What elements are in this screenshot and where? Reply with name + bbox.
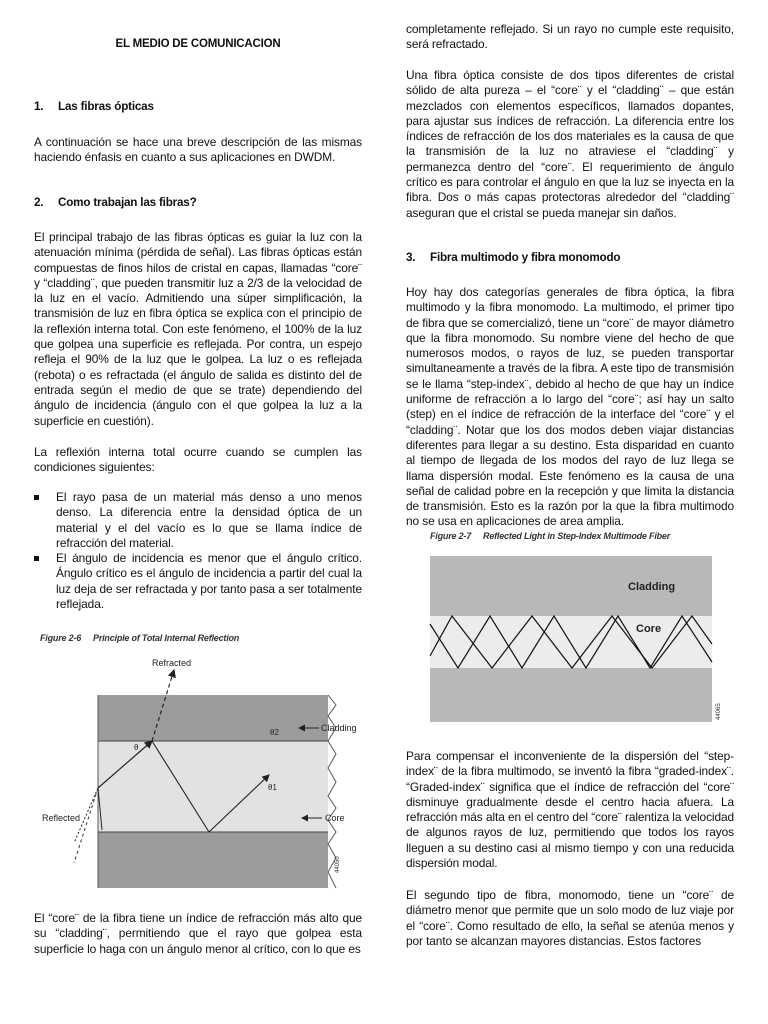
section-1-title: Las fibras ópticas [58, 100, 154, 113]
paragraph-singlemode: El segundo tipo de fibra, monomodo, tiene un “core¨ de diámetro menor que permite que un solo modo de luz viaje por el “core¨. Como resultado de ello, la señal se atenúa menos y por tanto se alcanzan mayores distancias. Estos factores [406, 888, 734, 948]
paragraph-graded-index: Para compensar el inconveniente de la dispersión del “step-index¨ de la fibra multimodo, se inventó la fibra “graded-index¨. “Graded-index¨ significa que el índice de refracción del “core¨ disminuye gradualmente desde el centro hacia afuera. La refracción más alta en el centro del “core¨ ralentiza la velocidad de algunos rayos de luz, permitiendo que todos los rayos lleguen a su destino casi al mismo tiempo y con una reducida dispersión modal. [406, 749, 734, 871]
figure-1-number: Figure 2-6 [40, 633, 82, 643]
section-3-heading [406, 251, 620, 264]
paragraph-reflected-cont: completamente reflejado. Si un rayo no cumple este requisito, será refractado. [406, 22, 734, 52]
list-item-text: El ángulo de incidencia es menor que el ángulo crítico. Ángulo crítico es el ángulo de incidencia a partir del cual la luz deja de ser refractada y por tanto pasa a ser totalmente reflejada. [56, 551, 362, 612]
cladding-bottom [430, 668, 712, 722]
label-core: Core [636, 623, 662, 635]
cladding-top [98, 695, 328, 741]
list-item-text: El rayo pasa de un material más denso a uno menos denso. La diferencia entre la densidad óptica de un material y el del vacío es lo que se llama índice de refracción del material. [56, 490, 362, 550]
list-item [34, 490, 362, 551]
label-theta1: θ1 [268, 783, 277, 792]
list-item [34, 551, 362, 612]
bullet-icon [34, 556, 39, 561]
section-2-title: Como trabajan las fibras? [58, 196, 197, 209]
paragraph-intro: A continuación se hace una breve descripción de las mismas haciendo énfasis en cuanto a sus aplicaciones en DWDM. [34, 135, 362, 165]
paragraph-fiber-composition: Una fibra óptica consiste de dos tipos diferentes de cristal sólido de alta pureza – el “core¨ y el “cladding¨ – que están mezclados con elementos específicos, llamados dopantes, para ajustar sus índices de refracción. La diferencia entre los índices de refracción de los dos materiales es la causa de que la transmisión de la luz no atraviese el “cladding¨ y permanezca dentro del “core¨. El requerimiento de ángulo crítico es para controlar el ángulo en que la luz se inyecta en la fibra. Dos o más capas protectoras alrededor del “cladding¨ aseguran que el cristal se pueda manejar sin daños. [406, 68, 734, 220]
section-3-number: 3. [406, 251, 416, 264]
paragraph-multimode: Hoy hay dos categorías generales de fibra óptica, la fibra multimodo y la fibra monomodo. La multimodo, el primer tipo de fibra que se comercializó, tiene un “core¨ de mayor diámetro que la fibra monomodo. Su nombre viene del hecho de que numerosos modos, o rayos de luz, se pueden transportar simultaneamente a través de la fibra. A este tipo de transmisión se le llama “step-index¨, debido al hecho de que hay un índice uniforme de refracción a lo largo del “core¨; así hay un salto (step) en el índice de refracción de la interface del “core¨ y el “cladding¨. Notar que los dos modos deben viajar distancias diferentes para llegar a su destino. Esta disparidad en cuanto al tiempo de llegada de los modos del rayo de luz llega se llama dispersión modal. Este fenómeno es la causa de una señal de calidad pobre en la recepción y que limita la distancia de transmisión. Esto es la razón por la que la fibra multimodo no se usa en aplicaciones de area amplia. [406, 285, 734, 529]
section-1-heading [34, 100, 154, 113]
figure-step-index-multimode [428, 552, 728, 722]
label-cladding: Cladding [628, 581, 676, 593]
figure-2-caption [430, 531, 670, 541]
paragraph-how-fibers-work: El principal trabajo de las fibras ópticas es guiar la luz con la atenuación mínima (pérdida de señal). Las fibras ópticas están compuestas de finos hilos de cristal en capas, llamadas “core¨ y “cladding¨, que pueden transmitir luz a 2/3 de la velocidad de la luz en el vacío. Admitiendo una súper simplificación, la transmisión de luz en fibra óptica se explica con el principio de la reflexión interna total. Con este fenómeno, el 100% de la luz que golpea una superficie es reflejada. Por contra, un espejo refleja el 90% de la luz que le golpea. La luz o es reflejada (rebota) o es refractada (el ángulo de salida es distinto del de entrada según el medio de que se trate) dependiendo del ángulo de incidencia (ángulo con el que golpea la luz a la superficie en cuestión). [34, 230, 362, 428]
label-refracted-top: Refracted [152, 658, 192, 668]
figure-2-title: Reflected Light in Step-Index Multimode Fiber [483, 531, 671, 541]
figure-1-code: 44050 [335, 856, 341, 873]
figure-2-code: 44065 [716, 703, 722, 720]
section-2-number: 2. [34, 196, 44, 209]
core-band [98, 741, 328, 832]
label-theta2: θ2 [270, 728, 279, 737]
figure-1-title: Principle of Total Internal Reflection [93, 633, 240, 643]
figure-1-caption [40, 633, 239, 643]
label-cladding: Cladding [321, 723, 357, 733]
paragraph-conditions: La reflexión interna total ocurre cuando se cumplen las condiciones siguientes: [34, 445, 362, 475]
document-title: EL MEDIO DE COMUNICACION [115, 38, 281, 50]
figure-total-internal-reflection [34, 648, 362, 898]
section-2-heading [34, 196, 197, 209]
section-1-number: 1. [34, 100, 44, 113]
bullet-icon [34, 495, 39, 500]
label-core: Core [325, 813, 345, 823]
label-theta: θ [134, 743, 139, 752]
cladding-bottom [98, 832, 328, 888]
label-reflected: Reflected [42, 813, 81, 823]
section-3-title: Fibra multimodo y fibra monomodo [430, 251, 621, 264]
conditions-list [34, 490, 362, 612]
paragraph-core-index: El “core¨ de la fibra tiene un índice de refracción más alto que su “cladding¨, permitiendo que el rayo que golpea esta superficie lo haga con un ángulo menor al crítico, con lo que es [34, 911, 362, 956]
figure-2-number: Figure 2-7 [430, 531, 472, 541]
